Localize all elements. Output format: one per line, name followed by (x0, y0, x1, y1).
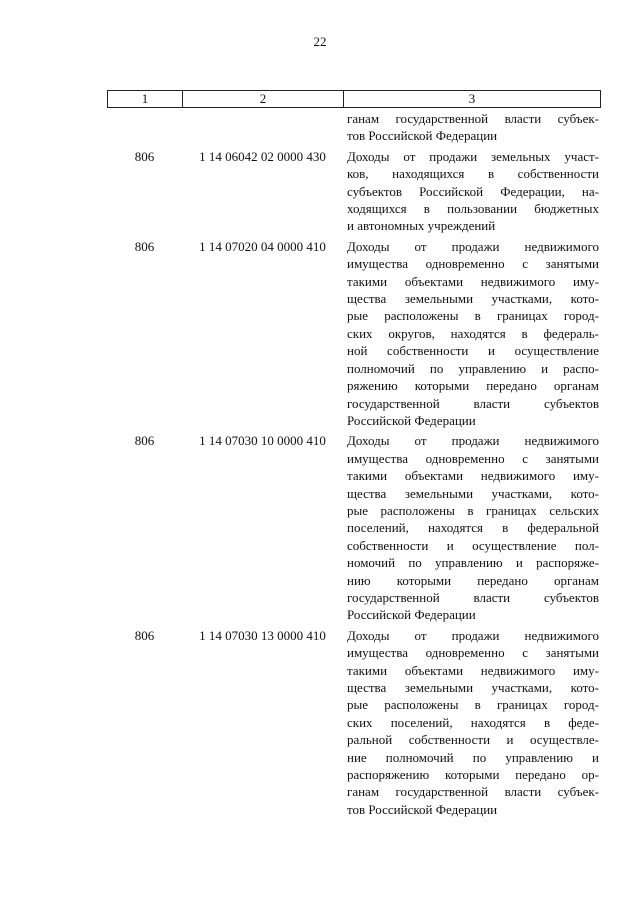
admin-code-cell (107, 110, 182, 145)
page-number: 22 (313, 34, 327, 49)
description-line: государственной власти субъектов (347, 589, 599, 605)
description-line: ганам государственной власти субъек- (347, 784, 599, 800)
description-line: ральной собственности и осуществле- (347, 732, 599, 748)
description-line: рые расположены в границах город- (347, 697, 599, 713)
description-line: ние полномочий по управлению и (347, 749, 599, 765)
description-line: поселений, находятся в федеральной (347, 520, 599, 536)
description-line: номочий по управлению и распоряже- (347, 555, 599, 571)
description-line: ряжению которыми передано органам (347, 378, 599, 394)
table-row (107, 238, 601, 429)
description-line: ганам государственной власти субъек- (347, 111, 599, 126)
budget-code-cell (182, 110, 343, 145)
table-row (107, 110, 601, 145)
admin-code-cell: 806 (134, 627, 155, 643)
description-line: Российской Федерации (347, 607, 476, 623)
description-cell (343, 110, 601, 145)
description-line: ков, находящихся в собственности (347, 166, 599, 182)
description-line: и автономных учреждений (347, 218, 496, 234)
description-cell (343, 238, 601, 429)
admin-code-cell: 806 (134, 433, 155, 449)
admin-code-cell: 806 (134, 148, 155, 164)
description-line: щества земельными участками, кото- (347, 485, 599, 501)
budget-code-cell: 1 14 07030 13 0000 410 (199, 627, 326, 643)
description-line: имущества одновременно с занятыми (347, 645, 599, 661)
table-body (107, 110, 601, 818)
description-line: Доходы от продажи недвижимого (347, 433, 599, 449)
description-line: такими объектами недвижимого иму- (347, 273, 599, 289)
description-line: рые расположены в границах сельских (347, 502, 599, 518)
description-line: Доходы от продажи недвижимого (347, 627, 599, 643)
description-line: такими объектами недвижимого иму- (347, 468, 599, 484)
description-line: имущества одновременно с занятыми (347, 256, 599, 272)
description-cell (343, 432, 601, 623)
description-line: ной собственности и осуществление (347, 343, 599, 359)
description-line: собственности и осуществление пол- (347, 537, 599, 553)
budget-code-cell: 1 14 07030 10 0000 410 (199, 433, 326, 449)
description-line: Доходы от продажи недвижимого (347, 238, 599, 254)
description-line: рые расположены в границах город- (347, 308, 599, 324)
table-row (107, 432, 601, 623)
budget-code-cell: 1 14 06042 02 0000 430 (199, 148, 326, 164)
description-line: тов Российской Федерации (347, 128, 498, 144)
description-line: ходящихся в пользовании бюджетных (347, 201, 599, 217)
description-line: субъектов Российской Федерации, на- (347, 183, 599, 199)
table-header (107, 90, 601, 108)
description-line: такими объектами недвижимого иму- (347, 662, 599, 678)
description-line: тов Российской Федерации (347, 801, 498, 817)
header-col-1: 1 (108, 91, 183, 107)
description-line: Доходы от продажи земельных участ- (347, 148, 599, 164)
description-cell (343, 148, 601, 235)
description-line: щества земельными участками, кото- (347, 680, 599, 695)
header-col-2: 2 (183, 91, 344, 107)
admin-code-cell: 806 (134, 238, 155, 254)
table-row (107, 627, 601, 818)
description-line: распоряжению которыми передано ор- (347, 767, 599, 783)
description-line: полномочий по управлению и распо- (347, 360, 599, 376)
description-line: Российской Федерации (347, 412, 476, 428)
description-line: щества земельными участками, кото- (347, 291, 599, 307)
description-line: ских округов, находятся в федераль- (347, 325, 599, 341)
description-line: государственной власти субъектов (347, 395, 599, 411)
description-cell (343, 627, 601, 818)
description-line: ских поселений, находятся в феде- (347, 714, 599, 730)
header-col-3: 3 (468, 91, 476, 106)
budget-code-cell: 1 14 07020 04 0000 410 (199, 238, 326, 254)
description-line: нию которыми передано органам (347, 572, 599, 588)
table-row (107, 148, 601, 235)
description-line: имущества одновременно с занятыми (347, 450, 599, 466)
